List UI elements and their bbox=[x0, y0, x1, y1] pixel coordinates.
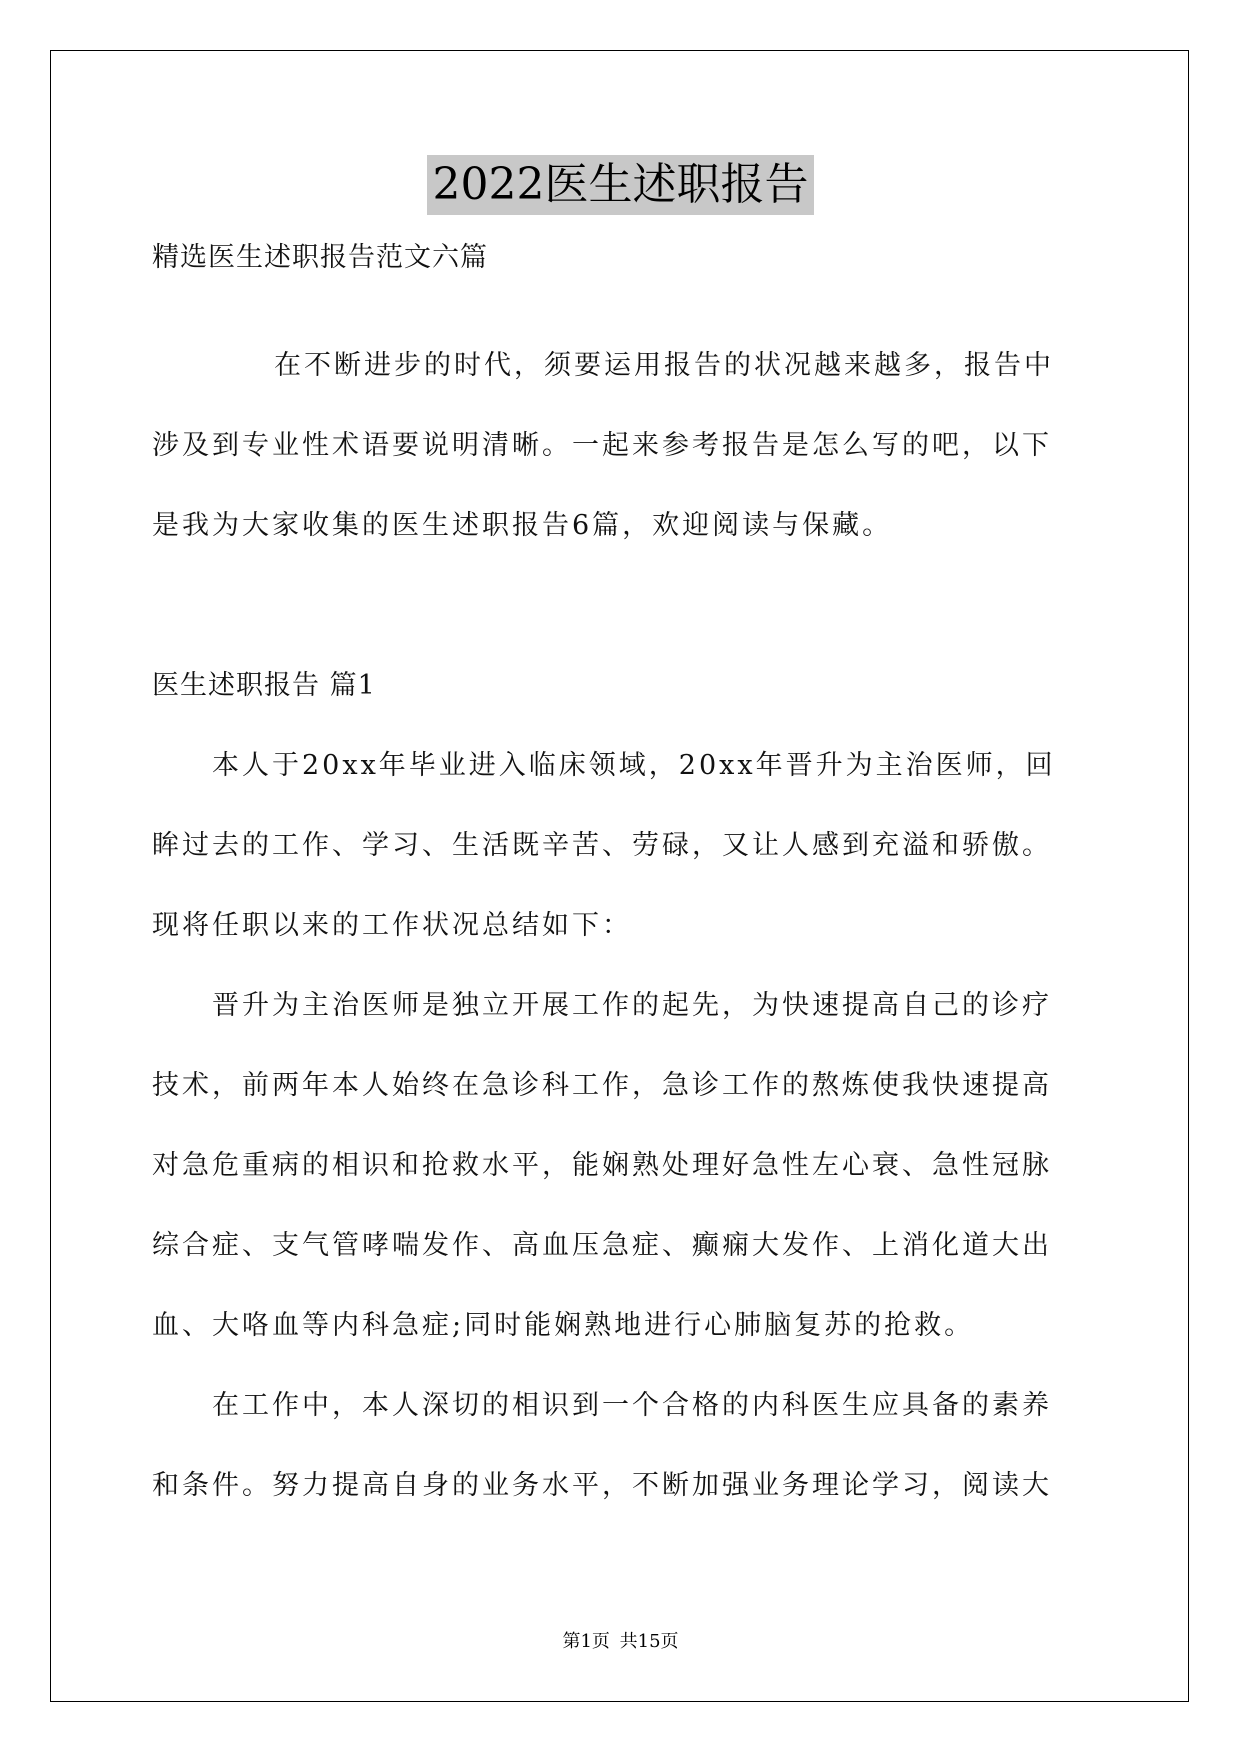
intro-line-3: 是我为大家收集的医生述职报告6篇，欢迎阅读与保藏。 bbox=[152, 510, 893, 541]
body-line-8: 血、大咯血等内科急症;同时能娴熟地进行心肺脑复苏的抢救。 bbox=[152, 1310, 975, 1341]
document-subtitle: 精选医生述职报告范文六篇 bbox=[152, 242, 488, 273]
body-line-1: 本人于20xx年毕业进入临床领域，20xx年晋升为主治医师，回 bbox=[212, 750, 1056, 781]
title-container bbox=[0, 155, 1241, 215]
body-line-10: 和条件。努力提高自身的业务水平，不断加强业务理论学习，阅读大 bbox=[152, 1470, 1052, 1501]
page-footer bbox=[0, 1627, 1241, 1653]
page-border bbox=[50, 50, 1189, 1702]
intro-line-1: 在不断进步的时代，须要运用报告的状况越来越多，报告中 bbox=[274, 350, 1054, 381]
page-number: 第1页 bbox=[562, 1631, 610, 1652]
body-line-2: 眸过去的工作、学习、生活既辛苦、劳碌，又让人感到充溢和骄傲。 bbox=[152, 830, 1052, 861]
page-total: 共15页 bbox=[619, 1631, 679, 1652]
body-line-7: 综合症、支气管哮喘发作、高血压急症、癫痫大发作、上消化道大出 bbox=[152, 1230, 1052, 1261]
section-heading: 医生述职报告 篇1 bbox=[152, 670, 376, 701]
body-line-5: 技术，前两年本人始终在急诊科工作，急诊工作的熬炼使我快速提高 bbox=[152, 1070, 1052, 1101]
intro-line-2: 涉及到专业性术语要说明清晰。一起来参考报告是怎么写的吧，以下 bbox=[152, 430, 1052, 461]
body-line-9: 在工作中，本人深切的相识到一个合格的内科医生应具备的素养 bbox=[212, 1390, 1052, 1421]
body-line-4: 晋升为主治医师是独立开展工作的起先，为快速提高自己的诊疗 bbox=[212, 990, 1052, 1021]
document-title: 2022医生述职报告 bbox=[427, 155, 815, 215]
body-line-6: 对急危重病的相识和抢救水平，能娴熟处理好急性左心衰、急性冠脉 bbox=[152, 1150, 1052, 1181]
body-line-3: 现将任职以来的工作状况总结如下： bbox=[152, 910, 632, 941]
